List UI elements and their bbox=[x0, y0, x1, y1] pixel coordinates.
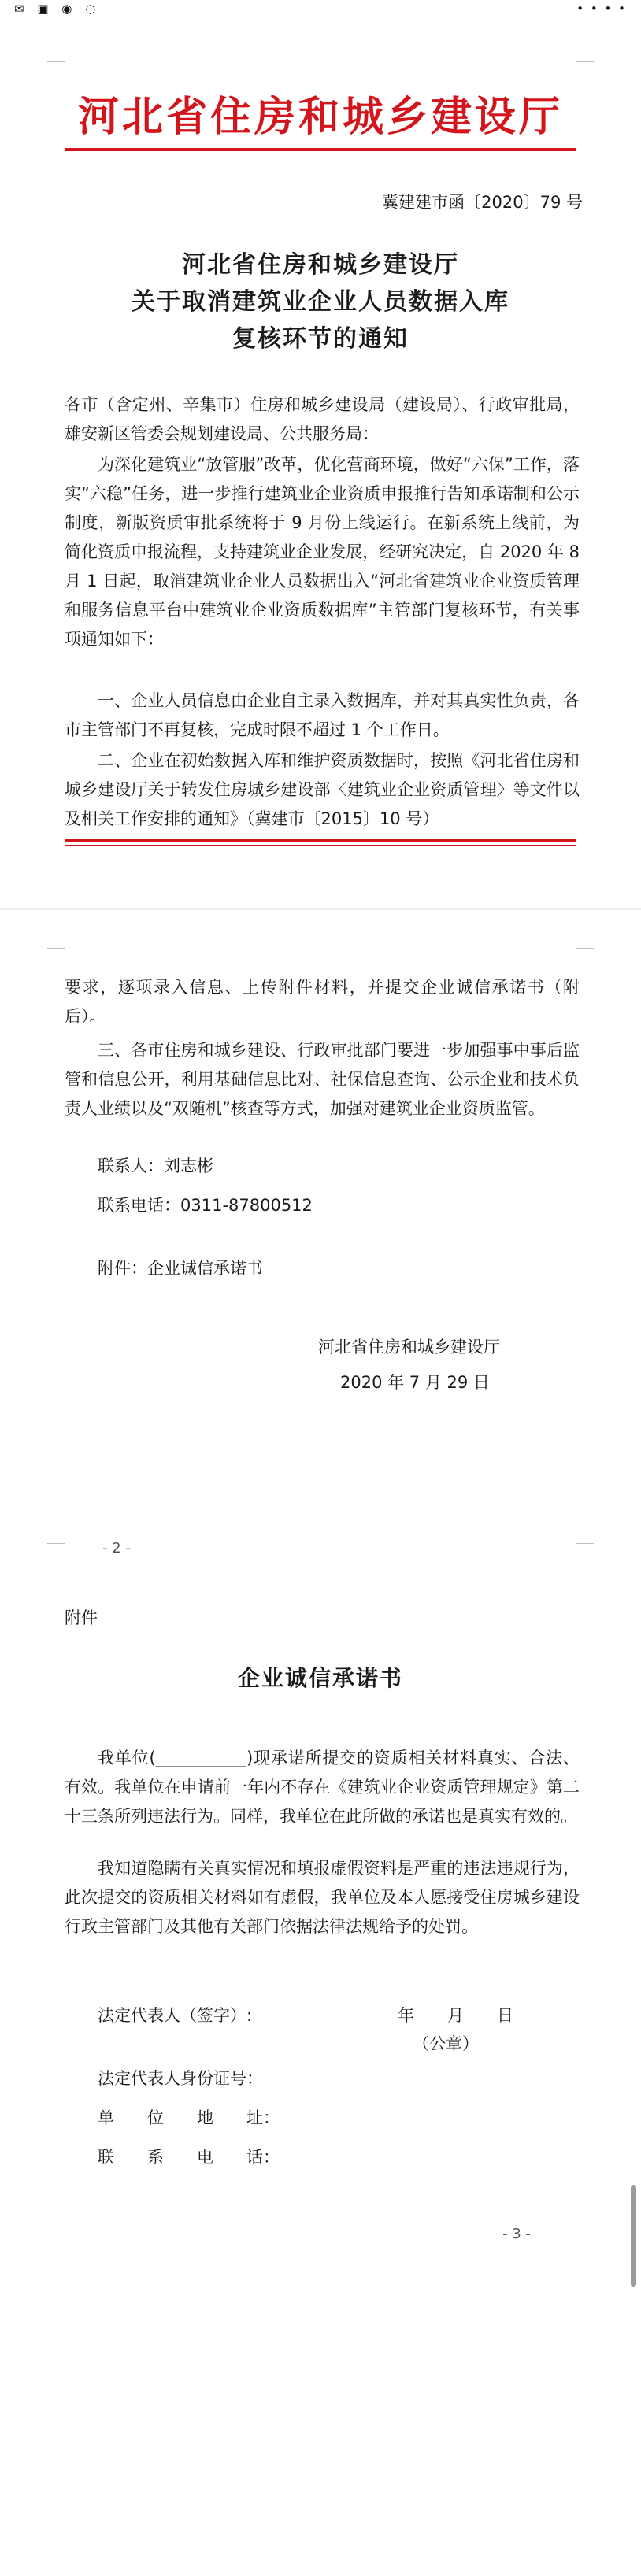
salutation: 各市（含定州、辛集市）住房和城乡建设局（建设局）、行政审批局，雄安新区管委会规划建设局、公共服务局： bbox=[65, 395, 580, 443]
footer-red-line bbox=[65, 839, 576, 842]
legal-rep-signature-label: 法定代表人（签字）: bbox=[98, 2006, 253, 2025]
contact-phone-label: 联 系 电 话： bbox=[98, 2148, 280, 2167]
crop-mark bbox=[47, 948, 65, 966]
signature-org: 河北省住房和城乡建设厅 bbox=[318, 1338, 500, 1356]
crop-mark bbox=[576, 948, 594, 966]
commitment-paragraph-1: 我单位(___________)现承诺所提交的资质相关材料真实、合法、有效。我单位在申请前一年内不存在《建筑业企业资质管理规定》第二十三条所列违法行为。同样，我单位在此所做的承诺也是真实有效的。 bbox=[65, 1749, 580, 1826]
commitment-paragraph-2: 我知道隐瞒有关真实情况和填报虚假资料是严重的违法违规行为，此次提交的资质相关材料如有虚假，我单位及本人愿接受住房城乡建设行政主管部门及其他有关部门依据法律法规给予的处罚。 bbox=[65, 1859, 580, 1936]
document-title-line-3: 复核环节的通知 bbox=[232, 325, 409, 353]
crop-mark bbox=[576, 44, 594, 62]
status-bar bbox=[0, 0, 641, 20]
footer-red-line-thin bbox=[65, 845, 576, 846]
org-header: 河北省住房和城乡建设厅 bbox=[77, 93, 563, 141]
document-title-line-1: 河北省住房和城乡建设厅 bbox=[182, 251, 459, 279]
attachment-note: 附件：企业诚信承诺书 bbox=[98, 1259, 263, 1278]
seal-label: （公章） bbox=[413, 2034, 479, 2053]
crop-mark bbox=[47, 44, 65, 62]
legal-rep-id-label: 法定代表人身份证号： bbox=[98, 2069, 263, 2088]
attachment-label: 附件 bbox=[65, 1608, 98, 1627]
status-indicators: • • • • bbox=[576, 2, 627, 16]
company-address-label: 单 位 地 址： bbox=[98, 2108, 280, 2127]
body-paragraph-1: 为深化建筑业“放管服”改革，优化营商环境，做好“六保”工作，落实“六稳”任务，进一步推行建筑业企业资质申报推行告知承诺制和公示制度，新版资质审批系统将于 9 月份上线运行。在新系统上线前，为简化资质申报流程，支持建筑业企业发展，经研究决定，自 2020 年 8 月 1 日起，取消建筑业企业人员数据出入“河北省建筑业企业资质管理和服务信息平台中建筑业企业资质数据库”主管部门复核环节，有关事项通知如下： bbox=[65, 455, 580, 649]
date-label: 年 月 日 bbox=[398, 2006, 513, 2025]
body-item-3: 三、各市住房和城乡建设、行政审批部门要进一步加强事中事后监管和信息公开，利用基础信息比对、社保信息查询、公示企业和技术负责人业绩以及“双随机”核查等方式，加强对建筑业企业资质监管。 bbox=[65, 1041, 580, 1118]
document-title-line-2: 关于取消建筑业企业人员数据入库 bbox=[132, 288, 509, 316]
commitment-title: 企业诚信承诺书 bbox=[237, 1665, 403, 1691]
body-continuation: 要求，逐项录入信息、上传附件材料，并提交企业诚信承诺书（附后）。 bbox=[65, 978, 580, 1026]
signature-date: 2020 年 7 月 29 日 bbox=[340, 1373, 490, 1392]
crop-mark bbox=[576, 2208, 594, 2226]
header-red-line bbox=[65, 148, 576, 151]
crop-mark bbox=[47, 2208, 65, 2226]
page-number: - 2 - bbox=[102, 1540, 131, 1556]
document-number: 冀建建市函〔2020〕79 号 bbox=[382, 193, 583, 212]
document-page-1 bbox=[0, 20, 641, 908]
document-page-3 bbox=[0, 1563, 641, 2576]
contact-phone: 联系电话：0311-87800512 bbox=[98, 1196, 313, 1215]
scrollbar-thumb[interactable] bbox=[631, 2185, 636, 2287]
page-number: - 3 - bbox=[502, 2226, 531, 2242]
contact-person: 联系人：刘志彬 bbox=[98, 1157, 213, 1175]
body-item-1: 一、企业人员信息由企业自主录入数据库，并对其真实性负责，各市主管部门不再复核，完成时限不超过 1 个工作日。 bbox=[65, 691, 580, 739]
status-icons: ✉ ▣ ◉ ◌ bbox=[14, 2, 101, 16]
body-item-2: 二、企业在初始数据入库和维护资质数据时，按照《河北省住房和城乡建设厅关于转发住房城乡建设部〈建筑业企业资质管理〉等文件以及相关工作安排的通知》（冀建市〔2015〕10 号） bbox=[65, 751, 580, 828]
